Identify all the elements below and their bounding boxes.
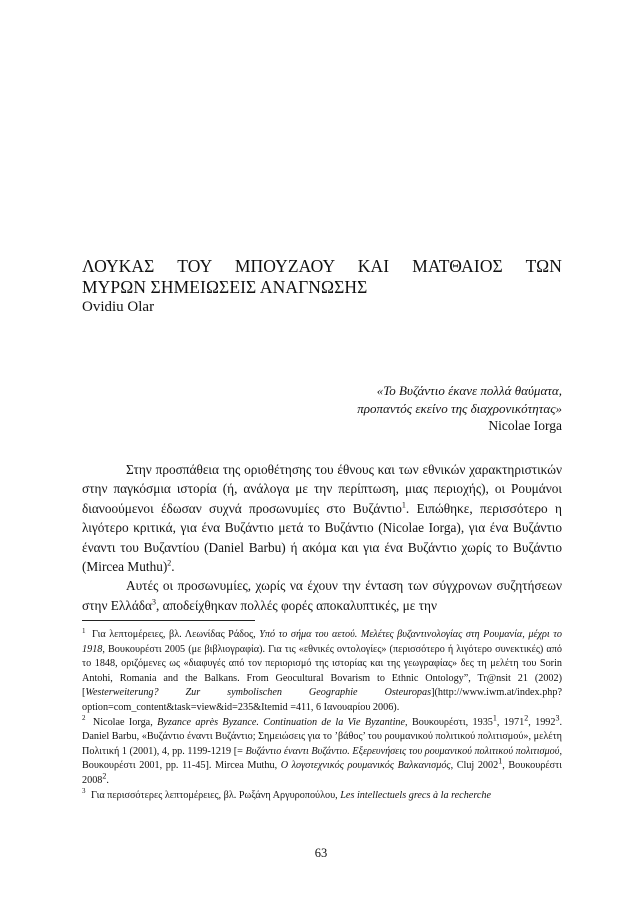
paragraph-text: , αποδείχθηκαν πολλές φορές αποκαλυπτικές, με την (156, 597, 437, 613)
epigraph-attribution: Nicolae Iorga (488, 418, 562, 433)
footnote-label: 2 (82, 714, 86, 723)
edition-sup: 2 (524, 713, 529, 723)
footnote-ref-2[interactable]: 2 (167, 558, 172, 568)
footnote-text: Nicolae Iorga, (88, 716, 158, 728)
title-line-2: ΜΥΡΩΝ ΣΗΜΕΙΩΣΕΙΣ ΑΝΑΓΝΩΣΗΣ (82, 277, 368, 297)
footnote-text: , Βουκουρέστι 2001, pp. 11-45]. Mircea Muthu, (82, 745, 562, 772)
footnote-italic: Byzance après Byzance. Continuation de la Vie Byzantine (157, 716, 406, 728)
footnote-separator (82, 620, 255, 621)
edition-sup: 1 (492, 713, 497, 723)
footnote-ref-1[interactable]: 1 (401, 500, 406, 510)
epigraph-line-2: προπαντός εκείνο της διαχρονικότητας» (357, 400, 562, 416)
footnotes (82, 628, 562, 803)
author-name: Ovidiu Olar (82, 299, 155, 315)
epigraph-line-1: «Το Βυζάντιο έκανε πολλά θαύματα, (376, 383, 562, 398)
footnote-text: ](http://www.iwm.at/index.php?option=com_content&task=view&id=235&Itemid =411, 6 Ιανουαρίου 2006). (82, 687, 562, 713)
footnote-1 (82, 628, 562, 716)
body-text (82, 460, 562, 615)
footnote-text: , Βουκουρέστι 2008 (82, 760, 562, 786)
footnote-3 (82, 789, 562, 804)
paragraph-text: Στην προσπάθεια της οριοθέτησης του έθνους και των εθνικών χαρακτηριστικών στην παγκόσμια ιστορία (ή, ανάλογα με την περίπτωση, μιας περιοχής), οι Ρουμάνοι διανοούμενοι έδωσαν συχνά προσωνυμίες στο Βυζάντιο (82, 462, 562, 516)
footnote-text: , Βουκουρέστι 2005 (με βιβλιογραφία). Για τις «εθνικές οντολογίες» (περισσότερο ή λιγότερο συνεκτικές) από το 1848, οριζόμενες ως «διαφυγές από τον περιορισμό της ιστορίας και της γεωγραφίας» δες τη μελέτη του Sorin Antohi, Romania and the Balkans. From Geocultural Bovarism to Ethnic Ontology”, Tr@nsit 21 (2002) [ (82, 643, 562, 699)
footnote-text: , 1992 (528, 716, 556, 728)
footnote-text: Για λεπτομέρειες, βλ. Λεωνίδας Ράδος, (88, 629, 260, 640)
footnote-text: . Daniel Barbu, «Βυζάντιο έναντι Βυζάντιο; Σημειώσεις για το ’βάθος’ του ρουμανικού πολιτικού πολιτισμού», μελέτη Πολιτική 1 (2001), 4, pp. 1199-1219 [= (82, 716, 563, 757)
footnote-text: , 1971 (496, 716, 525, 728)
footnote-italic: Westerweiterung? Zur symbolischen Geographie Osteuropas (85, 687, 432, 699)
footnote-text: , Cluj 2002 (450, 760, 499, 772)
footnote-ref-3[interactable]: 3 (152, 597, 157, 607)
footnote-italic: Βυζάντιο έναντι Βυζάντιο. Εξερευνήσεις του ρουμανικού πολιτικού πολιτισμού (245, 745, 560, 757)
footnote-italic: Les intellectuels grecs à la recherche (340, 789, 492, 801)
paragraph-text: . Ειπώθηκε, περισσότερο η λιγότερο κριτικά, για ένα Βυζάντιο μετά το Βυζάντιο (Nicolae Iorga), για ένα Βυζάντιο έναντι του Βυζαντίου (Daniel Barbu) ή ακόμα και για ένα Βυζάντιο χωρίς το Βυζάντιο (Mircea Muthu) (82, 500, 562, 575)
footnote-italic: Υπό το σήμα του αετού. Μελέτες βυζαντινολογίας στη Ρουμανία, μέχρι το 1918 (82, 629, 562, 655)
footnote-label: 1 (82, 626, 86, 635)
edition-sup: 2 (102, 771, 107, 781)
footnote-text: . (106, 774, 109, 786)
paragraph-2 (82, 576, 562, 615)
paragraph-text: Αυτές οι προσωνυμίες, χωρίς να έχουν την ένταση των σύγχρονων συζητήσεων στην Ελλάδα (82, 578, 562, 613)
footnote-text: Για περισσότερες λεπτομέρειες, βλ. Ρωξάνη Αργυροπούλου, (88, 789, 341, 801)
page-number: 63 (314, 846, 328, 860)
paragraph-1 (82, 460, 562, 576)
footnote-italic: Ο λογοτεχνικός ρουμανικός Βαλκανισμός (280, 760, 451, 772)
footnote-text: , Βουκουρέστι, 1935 (405, 716, 493, 728)
article-title (82, 256, 562, 298)
footnote-label: 3 (82, 787, 86, 796)
title-line-1: ΛΟΥΚΑΣ ΤΟΥ ΜΠΟΥΖΑΟΥ ΚΑΙ ΜΑΤΘΑΙΟΣ ΤΩΝ (82, 256, 562, 276)
epigraph (232, 382, 562, 435)
footnote-2 (82, 713, 563, 789)
edition-sup: 3 (555, 713, 560, 723)
edition-sup: 1 (498, 756, 503, 766)
paragraph-text: . (171, 559, 175, 575)
